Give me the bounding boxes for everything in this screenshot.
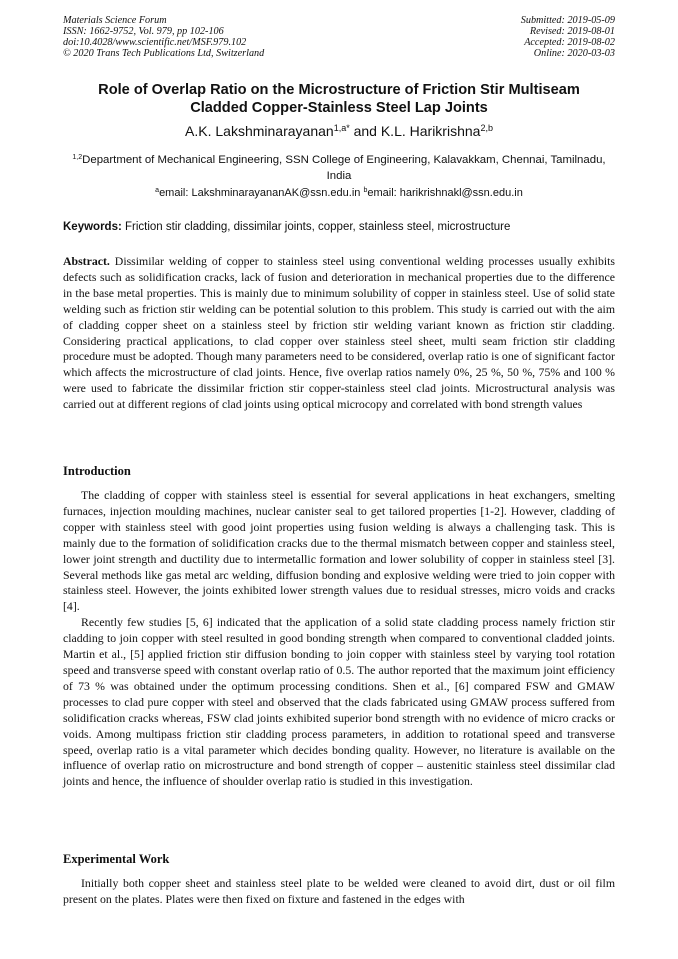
journal-info xyxy=(63,15,264,59)
paper-title xyxy=(40,81,638,117)
author-conjunction: and xyxy=(353,123,377,139)
author-emails xyxy=(40,187,638,199)
affiliation-text: Department of Mechanical Engineering, SSN College of Engineering, Kalavakkam, Chennai, Tamilnadu, India xyxy=(82,154,606,182)
experimental-heading: Experimental Work xyxy=(63,852,170,866)
abstract-label: Abstract. xyxy=(63,254,110,268)
email-b[interactable]: email: harikrishnakl@ssn.edu.in xyxy=(367,187,523,199)
accepted-date: Accepted: 2019-08-02 xyxy=(524,37,615,48)
author-1: A.K. Lakshminarayanan xyxy=(185,123,334,139)
experimental-body xyxy=(63,876,615,908)
online-date: Online: 2020-03-03 xyxy=(533,48,615,59)
title-line-1: Role of Overlap Ratio on the Microstructure of Friction Stir Multiseam xyxy=(98,82,580,98)
issn-volume: ISSN: 1662-9752, Vol. 979, pp 102-106 xyxy=(63,26,224,37)
keywords xyxy=(63,221,615,233)
doi: doi:10.4028/www.scientific.net/MSF.979.102 xyxy=(63,37,247,48)
author-2-affil-mark: 2,b xyxy=(480,123,493,133)
title-line-2: Cladded Copper-Stainless Steel Lap Joints xyxy=(190,100,488,116)
author-1-affil-mark: 1,a* xyxy=(333,123,350,133)
copyright: © 2020 Trans Tech Publications Ltd, Switzerland xyxy=(63,48,265,59)
submitted-date: Submitted: 2019-05-09 xyxy=(520,15,615,26)
affiliation-mark: 1,2 xyxy=(72,154,83,161)
introduction-body xyxy=(63,488,615,790)
keywords-label: Keywords: xyxy=(63,221,122,233)
email-a-mark: a xyxy=(155,187,160,194)
introduction-paragraph-2: Recently few studies [5, 6] indicated that the application of a solid state cladding process namely friction stir cladding to join copper with steel resulted in good bonding strength when compared to conventional cladded joints. Martin et al., [5] applied friction stir diffusion bonding to join copper with stainless steel by varying tool rotation speed and transverse speed with constant overlap ratio of 0.5. The author reported that the maximum joint efficiency of 73 % was obtained under the optimum processing conditions. Shen et al., [6] compared FSW and GMAW processes to clad pure copper with steel and observed that the clads fabricated using GMAW process suffered from solidification cracks whereas, FSW clad joints exhibited superior bond strength with no evidence of micro cracks or voids. Among multipass friction stir cladding process parameters, in addition to rotational speed and transverse speed, overlap ratio is a vital parameter which decides bonding quality. However, no literature is available on the influence of overlap ratio on microstructure and bond strength of copper – austenitic stainless steel dissimilar clad joints and hence, the influence of shoulder overlap ratio is studied in this investigation. xyxy=(63,615,615,789)
keywords-text: Friction stir cladding, dissimilar joints, copper, stainless steel, microstructure xyxy=(125,221,511,233)
author-list xyxy=(40,123,638,139)
affiliation xyxy=(70,150,608,184)
email-b-mark: b xyxy=(363,187,368,194)
experimental-paragraph-1: Initially both copper sheet and stainless steel plate to be welded were cleaned to avoid dirt, dust or oil film present on the plates. Plates were then fixed on fixture and fastened in the edges with xyxy=(63,876,615,906)
introduction-paragraph-1: The cladding of copper with stainless steel is essential for several applications in heat exchangers, smelting furnaces, injection moulding machines, nuclear canister seal to get tailored properties [1-2]. However, cladding of copper with stainless steel with good joint properties using fusion welding is always a challenging task. This is mainly due to the formation of solidification cracks due to the thermal mismatch between copper and stainless steel, lower joint strength and ductility due to intermetallic formation and lower solubility of copper in stainless steel [3]. Several methods like gas metal arc welding, diffusion bonding and explosive welding were tried to join copper with stainless steel. However, the joints exhibited lower strength values due to residual stresses, micro voids and cracks [4]. xyxy=(63,488,615,614)
submission-dates xyxy=(521,15,615,59)
email-a[interactable]: email: LakshminarayananAK@ssn.edu.in xyxy=(159,187,361,199)
introduction-heading: Introduction xyxy=(63,464,131,478)
abstract xyxy=(63,254,615,413)
revised-date: Revised: 2019-08-01 xyxy=(529,26,615,37)
journal-name: Materials Science Forum xyxy=(63,15,167,26)
abstract-text: Dissimilar welding of copper to stainless steel using conventional welding processes usually exhibits defects such as solidification cracks, lack of fusion and deterioration in mechanical properties due to the difference in the base metal properties. This is mainly due to minimum solubility of copper in stainless steel. Use of solid state welding such as friction stir welding can be potential solution to this problem. This study is carried out with the aim of cladding copper sheet on a stainless steel by friction stir welding variant known as friction stir cladding. Considering practical applications, to clad copper over stainless steel sheet, multi seam friction stir cladding procedure must be adopted. Though many parameters need to be considered, overlap ratio is one of significant factor which affects the microstructure of clad joints. Hence, five overlap ratios namely 0%, 25 %, 50 %, 75% and 100 % were used to fabricate the dissimilar friction stir copper-stainless steel clad joints. Microstructural analysis was carried out at different regions of clad joints using optical microcopy and correlated with bond strength values xyxy=(63,254,615,412)
author-2: K.L. Harikrishna xyxy=(380,123,481,139)
